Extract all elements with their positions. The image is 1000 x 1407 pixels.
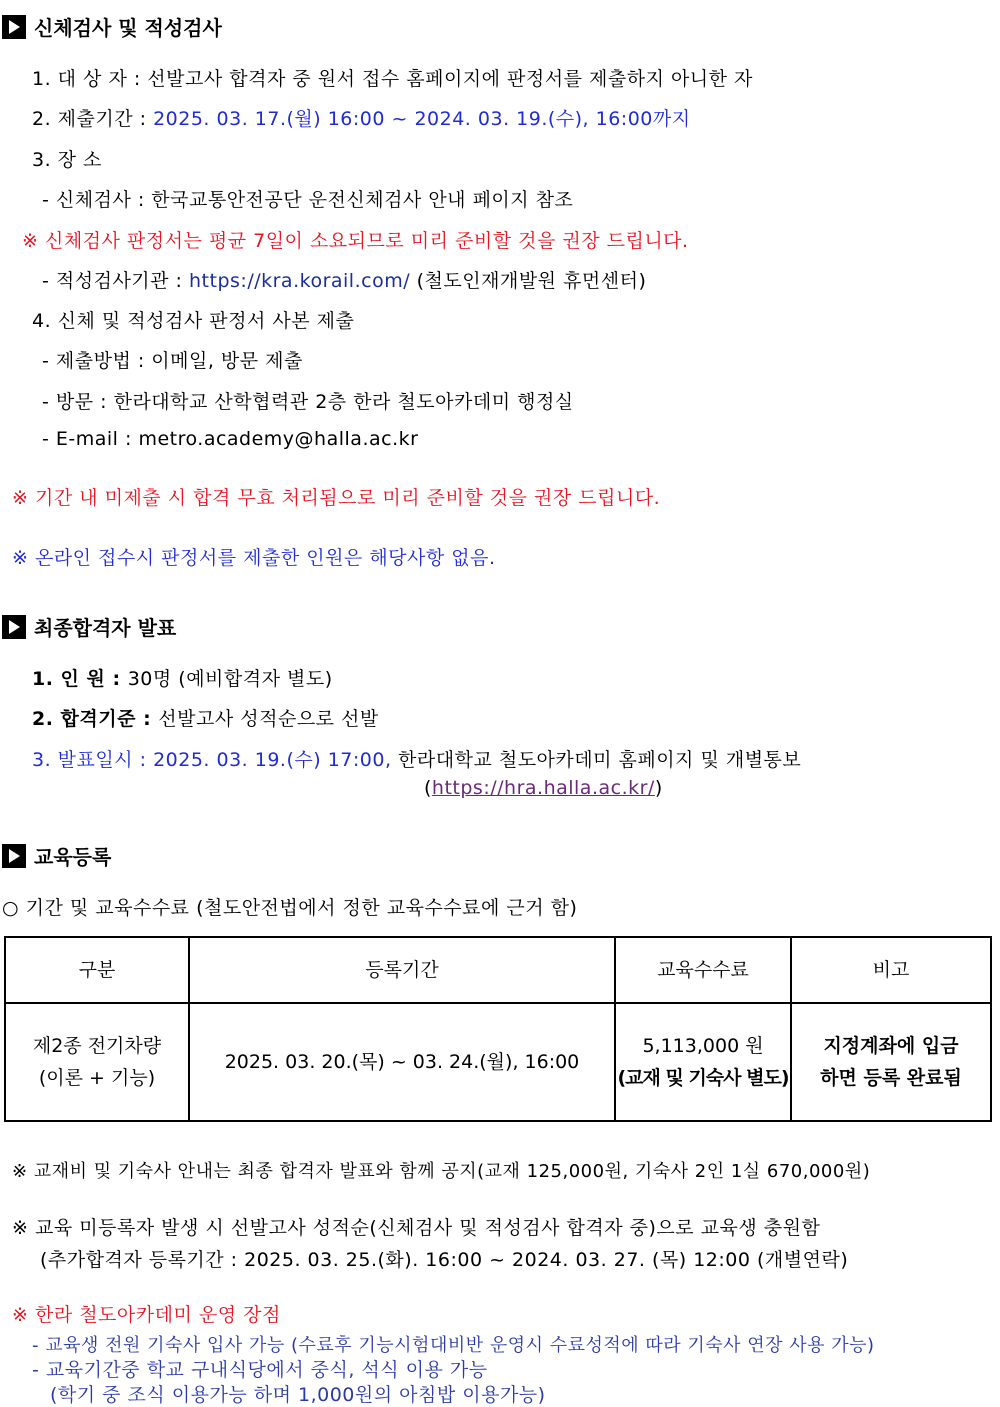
submission-item: 4. 신체 및 적성검사 판정서 사본 제출 (32, 310, 355, 332)
merit-breakfast: (학기 중 조식 이용가능 하며 1,000원의 아침밥 이용가능) (50, 1384, 546, 1406)
note-line2: 하면 등록 완료됨 (820, 1067, 962, 1089)
submission-period-label: 2. 제출기간 : (32, 108, 154, 130)
notice-deadline: ※ 기간 내 미제출 시 합격 무효 처리됨으로 미리 준비할 것을 권장 드립니다. (12, 487, 661, 509)
fee-subtitle: ○ 기간 및 교육수수료 (철도안전법에서 정한 교육수수료에 근거 함) (2, 897, 578, 919)
section-title: 최종합격자 발표 (34, 616, 177, 640)
notice-unregistered: ※ 교육 미등록자 발생 시 선발고사 성적순(신체검사 및 적성검사 합격자 중)으로 교육생 충원함 (12, 1217, 821, 1239)
cell-fee (615, 1003, 791, 1121)
notice-online: ※ 온라인 접수시 판정서를 제출한 인원은 해당사항 없음. (12, 547, 496, 569)
notice-additional-registration: (추가합격자 등록기간 : 2025. 03. 25.(화). 16:00 ~ 2024. 03. 27. (목) 12:00 (개별연락) (40, 1249, 849, 1271)
section-title: 신체검사 및 적성검사 (34, 16, 222, 40)
header-category: 구분 (5, 937, 189, 1003)
header-period: 등록기간 (189, 937, 615, 1003)
physical-exam-location: - 신체검사 : 한국교통안전공단 운전신체검사 안내 페이지 참조 (42, 189, 574, 211)
criteria-value: 선발고사 성적순으로 선발 (158, 708, 379, 730)
headcount-value: 30명 (예비합격자 별도) (127, 668, 333, 690)
merit-cafeteria: - 교육기간중 학교 구내식당에서 중식, 석식 이용 가능 (32, 1359, 488, 1381)
note-line1: 지정계좌에 입금 (823, 1035, 959, 1057)
triangle-bullet-icon (2, 615, 26, 639)
visit-location: - 방문 : 한라대학교 산학협력관 2층 한라 철도아카데미 행정실 (42, 391, 574, 413)
category-line1: 제2종 전기차량 (32, 1035, 162, 1057)
triangle-bullet-icon (2, 15, 26, 39)
cell-period: 2025. 03. 20.(목) ~ 03. 24.(월), 16:00 (189, 1003, 615, 1121)
notice-textbook-dorm: ※ 교재비 및 기숙사 안내는 최종 합격자 발표와 함께 공지(교재 125,000원, 기숙사 2인 1실 670,000원) (12, 1161, 871, 1182)
fee-table (4, 936, 992, 1122)
cell-category (5, 1003, 189, 1121)
announcement-date: 3. 발표일시 : 2025. 03. 19.(수) 17:00, (32, 749, 392, 771)
criteria-label: 2. 합격기준 : (32, 708, 159, 730)
category-line2: (이론 + 기능) (38, 1067, 156, 1089)
email-contact: - E-mail : metro.academy@halla.ac.kr (42, 428, 419, 450)
submission-period (32, 104, 691, 131)
announcement-item (32, 745, 801, 772)
hra-link[interactable]: https://hra.halla.ac.kr/ (431, 777, 655, 799)
merit-dormitory: - 교육생 전원 기숙사 입사 가능 (수료후 기능시험대비반 운영시 수료성적에 따라 기숙사 연장 사용 가능) (32, 1335, 875, 1356)
cell-note (791, 1003, 991, 1121)
header-fee: 교육수수료 (615, 937, 791, 1003)
headcount-label: 1. 인 원 : (32, 668, 128, 690)
section-header-final-results (2, 612, 176, 641)
table-row (5, 1003, 991, 1121)
table-header-row (5, 937, 991, 1003)
submission-period-value: 2025. 03. 17.(월) 16:00 ~ 2024. 03. 19.(수), 16:00까지 (153, 108, 691, 130)
target-item: 1. 대 상 자 : 선발고사 합격자 중 원서 접수 홈페이지에 판정서를 제출하지 아니한 자 (32, 68, 753, 90)
aptitude-label: - 적성검사기관 : (42, 270, 190, 292)
headcount-item (32, 664, 333, 691)
fee-exclusions: (교재 및 기숙사 별도) (617, 1067, 789, 1089)
criteria-item (32, 704, 379, 731)
submission-method: - 제출방법 : 이메일, 방문 제출 (42, 350, 303, 372)
aptitude-exam-institution (42, 266, 646, 293)
section-title: 교육등록 (34, 845, 112, 869)
section-header-physical-exam (2, 12, 222, 41)
aptitude-suffix: (철도인재개발원 휴먼센터) (410, 270, 647, 292)
announcement-method: 한라대학교 철도아카데미 홈페이지 및 개별통보 (391, 749, 802, 771)
notice-physical-exam: ※ 신체검사 판정서는 평균 7일이 소요되므로 미리 준비할 것을 권장 드립니다. (22, 230, 689, 252)
section-header-registration (2, 841, 111, 870)
kra-link[interactable]: https://kra.korail.com/ (189, 270, 411, 292)
triangle-bullet-icon (2, 844, 26, 868)
header-note: 비고 (791, 937, 991, 1003)
location-item: 3. 장 소 (32, 149, 102, 171)
merit-title: ※ 한라 철도아카데미 운영 장점 (12, 1304, 281, 1326)
fee-amount: 5,113,000 원 (642, 1035, 764, 1057)
hra-link-wrap: (https://hra.halla.ac.kr/) (424, 777, 663, 799)
